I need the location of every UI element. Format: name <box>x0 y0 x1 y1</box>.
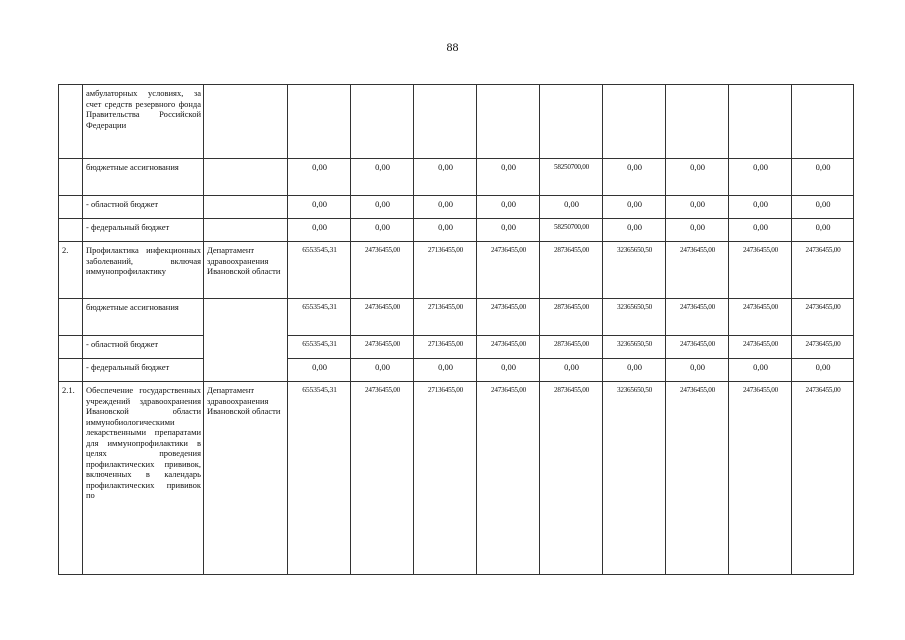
row-description: Профилактика инфекционных заболеваний, включая иммунопрофилактику <box>83 242 204 299</box>
value-cell: 24736455,00 <box>477 299 540 336</box>
value-cell: 24736455,00 <box>729 382 792 575</box>
value-cell: 24736455,00 <box>729 336 792 359</box>
value-cell: 24736455,00 <box>666 242 729 299</box>
value-cell: 0,00 <box>477 359 540 382</box>
value-cell: 0,00 <box>351 219 414 242</box>
value-cell: 0,00 <box>477 159 540 196</box>
value-cell: 0,00 <box>540 196 603 219</box>
row-index <box>59 159 83 196</box>
table-row <box>59 382 854 575</box>
value-cell: 0,00 <box>666 359 729 382</box>
value-cell: 24736455,00 <box>792 299 854 336</box>
value-cell: 6553545,31 <box>288 336 351 359</box>
value-cell: 6553545,31 <box>288 242 351 299</box>
row-description: - областной бюджет <box>83 336 204 359</box>
row-department: Департамент здравоохранения Ивановской области <box>204 242 288 299</box>
value-cell: 28736455,00 <box>540 242 603 299</box>
value-cell: 24736455,00 <box>792 336 854 359</box>
value-cell: 0,00 <box>666 196 729 219</box>
table-row <box>59 336 854 359</box>
value-cell: 24736455,00 <box>351 336 414 359</box>
value-cell: 0,00 <box>603 196 666 219</box>
value-cell: 0,00 <box>288 219 351 242</box>
value-cell: 0,00 <box>540 359 603 382</box>
value-cell: 0,00 <box>288 159 351 196</box>
value-cell: 24736455,00 <box>792 382 854 575</box>
value-cell: 0,00 <box>414 359 477 382</box>
value-cell: 24736455,00 <box>729 299 792 336</box>
row-index <box>59 196 83 219</box>
row-department <box>204 299 288 382</box>
value-cell: 28736455,00 <box>540 336 603 359</box>
value-cell: 0,00 <box>603 359 666 382</box>
value-cell: 0,00 <box>288 359 351 382</box>
value-cell: 24736455,00 <box>792 242 854 299</box>
value-cell: 24736455,00 <box>666 299 729 336</box>
value-cell: 24736455,00 <box>351 242 414 299</box>
row-index <box>59 299 83 336</box>
value-cell <box>792 85 854 159</box>
table-row <box>59 219 854 242</box>
value-cell: 32365650,50 <box>603 299 666 336</box>
value-cell: 24736455,00 <box>477 382 540 575</box>
value-cell: 0,00 <box>351 159 414 196</box>
value-cell: 0,00 <box>792 196 854 219</box>
value-cell: 0,00 <box>729 359 792 382</box>
value-cell: 28736455,00 <box>540 299 603 336</box>
value-cell <box>351 85 414 159</box>
row-index <box>59 85 83 159</box>
row-department <box>204 85 288 159</box>
value-cell: 0,00 <box>477 196 540 219</box>
value-cell: 24736455,00 <box>477 242 540 299</box>
table-row <box>59 159 854 196</box>
table-row <box>59 242 854 299</box>
value-cell: 24736455,00 <box>351 382 414 575</box>
table-row <box>59 196 854 219</box>
value-cell <box>540 85 603 159</box>
value-cell: 0,00 <box>792 219 854 242</box>
value-cell: 0,00 <box>414 196 477 219</box>
value-cell: 0,00 <box>414 159 477 196</box>
value-cell: 28736455,00 <box>540 382 603 575</box>
value-cell <box>288 85 351 159</box>
value-cell: 0,00 <box>792 359 854 382</box>
value-cell <box>414 85 477 159</box>
row-department <box>204 159 288 196</box>
value-cell: 27136455,00 <box>414 242 477 299</box>
row-description: бюджетные ассигнования <box>83 299 204 336</box>
value-cell: 24736455,00 <box>351 299 414 336</box>
value-cell: 58250700,00 <box>540 219 603 242</box>
value-cell: 24736455,00 <box>477 336 540 359</box>
value-cell: 0,00 <box>288 196 351 219</box>
table-row <box>59 359 854 382</box>
value-cell: 0,00 <box>666 159 729 196</box>
value-cell: 0,00 <box>729 196 792 219</box>
value-cell: 32365650,50 <box>603 336 666 359</box>
row-index: 2. <box>59 242 83 299</box>
row-index <box>59 336 83 359</box>
value-cell <box>729 85 792 159</box>
value-cell: 6553545,31 <box>288 382 351 575</box>
value-cell: 24736455,00 <box>729 242 792 299</box>
value-cell: 0,00 <box>414 219 477 242</box>
row-index <box>59 359 83 382</box>
value-cell: 0,00 <box>477 219 540 242</box>
value-cell: 0,00 <box>729 159 792 196</box>
value-cell: 24736455,00 <box>666 382 729 575</box>
row-description: Обеспечение государственных учреждений здравоохранения Ивановской области иммунобиологическими лекарственными препаратами для иммунопрофилактики в целях проведения профилактических прививок, включенных в календарь профилактических прививок по <box>83 382 204 575</box>
row-description: бюджетные ассигнования <box>83 159 204 196</box>
row-description: - областной бюджет <box>83 196 204 219</box>
value-cell: 0,00 <box>666 219 729 242</box>
budget-table <box>58 84 854 575</box>
row-description: амбулаторных условиях, за счет средств резервного фонда Правительства Российской Федерации <box>83 85 204 159</box>
row-department <box>204 219 288 242</box>
value-cell: 32365650,50 <box>603 242 666 299</box>
row-description: - федеральный бюджет <box>83 359 204 382</box>
value-cell: 0,00 <box>351 359 414 382</box>
value-cell: 58250700,00 <box>540 159 603 196</box>
row-department: Департамент здравоохранения Ивановской области <box>204 382 288 575</box>
row-index: 2.1. <box>59 382 83 575</box>
value-cell: 27136455,00 <box>414 336 477 359</box>
value-cell: 0,00 <box>603 159 666 196</box>
value-cell: 32365650,50 <box>603 382 666 575</box>
value-cell: 0,00 <box>603 219 666 242</box>
value-cell: 0,00 <box>792 159 854 196</box>
row-description: - федеральный бюджет <box>83 219 204 242</box>
value-cell <box>603 85 666 159</box>
value-cell <box>477 85 540 159</box>
row-department <box>204 196 288 219</box>
table-row <box>59 299 854 336</box>
value-cell: 0,00 <box>729 219 792 242</box>
value-cell: 27136455,00 <box>414 382 477 575</box>
value-cell <box>666 85 729 159</box>
row-index <box>59 219 83 242</box>
page-number: 88 <box>446 40 459 54</box>
value-cell: 24736455,00 <box>666 336 729 359</box>
value-cell: 6553545,31 <box>288 299 351 336</box>
value-cell: 0,00 <box>351 196 414 219</box>
table-row <box>59 85 854 159</box>
value-cell: 27136455,00 <box>414 299 477 336</box>
